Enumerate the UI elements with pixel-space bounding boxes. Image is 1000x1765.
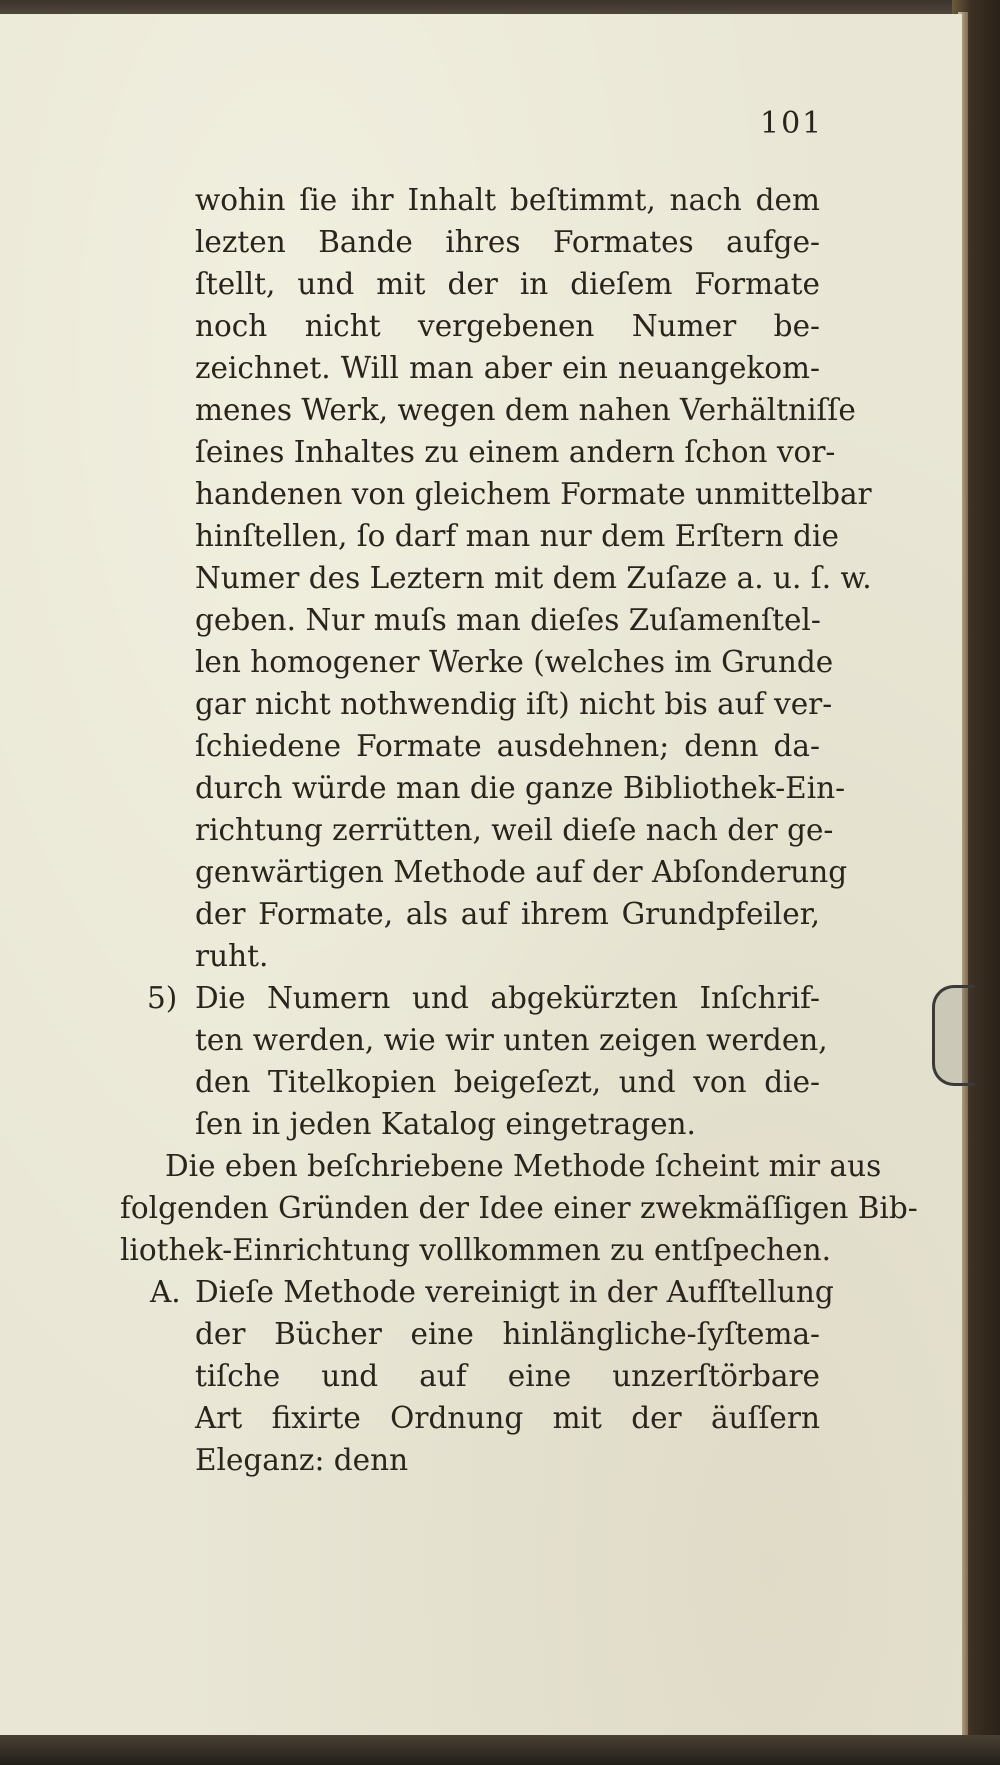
text-line: genwärtigen Methode auf der Abſonderung [195, 855, 848, 889]
text-line: ten werden, wie wir unten zeigen werden, [195, 1023, 828, 1057]
text-line: ruht. [195, 939, 269, 973]
text-line: der Formate, als auf ihrem Grundpfeiler, [195, 897, 820, 931]
text-line: folgenden Gründen der Idee einer zwekmäſſigen Bib- [120, 1191, 918, 1225]
text-line: len homogener Werke (welches im Grunde [195, 645, 834, 679]
list-item-a [150, 1271, 834, 1481]
text-line: noch nicht vergebenen Numer be- [195, 309, 820, 343]
text-line: gar nicht nothwendig iſt) nicht bis auf ver- [195, 687, 833, 721]
item-marker: A. [150, 1275, 181, 1309]
scan-bottom-shadow [0, 1735, 1000, 1765]
page-body [120, 179, 918, 1481]
text-line: tiſche und auf eine unzerſtörbare [195, 1359, 820, 1393]
text-line: ſtellt, und mit der in dieſem Formate [195, 267, 820, 301]
text-line: menes Werk, wegen dem nahen Verhältniſſe [195, 393, 856, 427]
text-line: durch würde man die ganze Bibliothek-Ein- [195, 771, 846, 805]
text-line: handenen von gleichem Formate unmittelbar [195, 477, 872, 511]
text-line: liothek-Einrichtung vollkommen zu entſpechen. [120, 1233, 831, 1267]
text-line: richtung zerrütten, weil dieſe nach der ge- [195, 813, 834, 847]
book-page [0, 14, 962, 1744]
item-a-text [195, 1271, 834, 1481]
text-line: der Bücher eine hinlängliche-ſyſtema- [195, 1317, 820, 1351]
item-marker: 5) [147, 981, 178, 1015]
text-line: ſen in jeden Katalog eingetragen. [195, 1107, 696, 1141]
list-item-5 [147, 977, 828, 1145]
text-line: Die Numern und abgekürzten Inſchrif- [195, 981, 820, 1015]
text-line: Art fixirte Ordnung mit der äuſſern [195, 1401, 820, 1435]
text-line: den Titelkopien beigeſezt, und von die- [195, 1065, 820, 1099]
text-line: zeichnet. Will man aber ein neuangekom- [195, 351, 820, 385]
text-line: Numer des Leztern mit dem Zuſaze a. u. ſ. w. [195, 561, 872, 595]
paragraph-methods [120, 1145, 918, 1271]
text-line: Die eben beſchriebene Methode ſcheint mir aus [165, 1149, 882, 1183]
item-5-text [195, 977, 828, 1145]
page-clip [932, 985, 975, 1086]
text-line: ſchiedene Formate ausdehnen; denn da- [195, 729, 820, 763]
text-line: wohin ſie ihr Inhalt beſtimmt, nach dem [195, 183, 820, 217]
text-line: geben. Nur muſs man dieſes Zuſamenſtel- [195, 603, 821, 637]
paragraph-continued [195, 179, 872, 977]
text-line: Eleganz: denn [195, 1443, 409, 1477]
text-line: ſeines Inhaltes zu einem andern ſchon vor- [195, 435, 836, 469]
text-line: Dieſe Methode vereinigt in der Aufſtellung [195, 1275, 834, 1309]
text-line: hinſtellen, ſo darf man nur dem Erſtern die [195, 519, 839, 553]
page-number: 101 [760, 106, 824, 141]
text-line: lezten Bande ihres Formates aufge- [195, 225, 820, 259]
